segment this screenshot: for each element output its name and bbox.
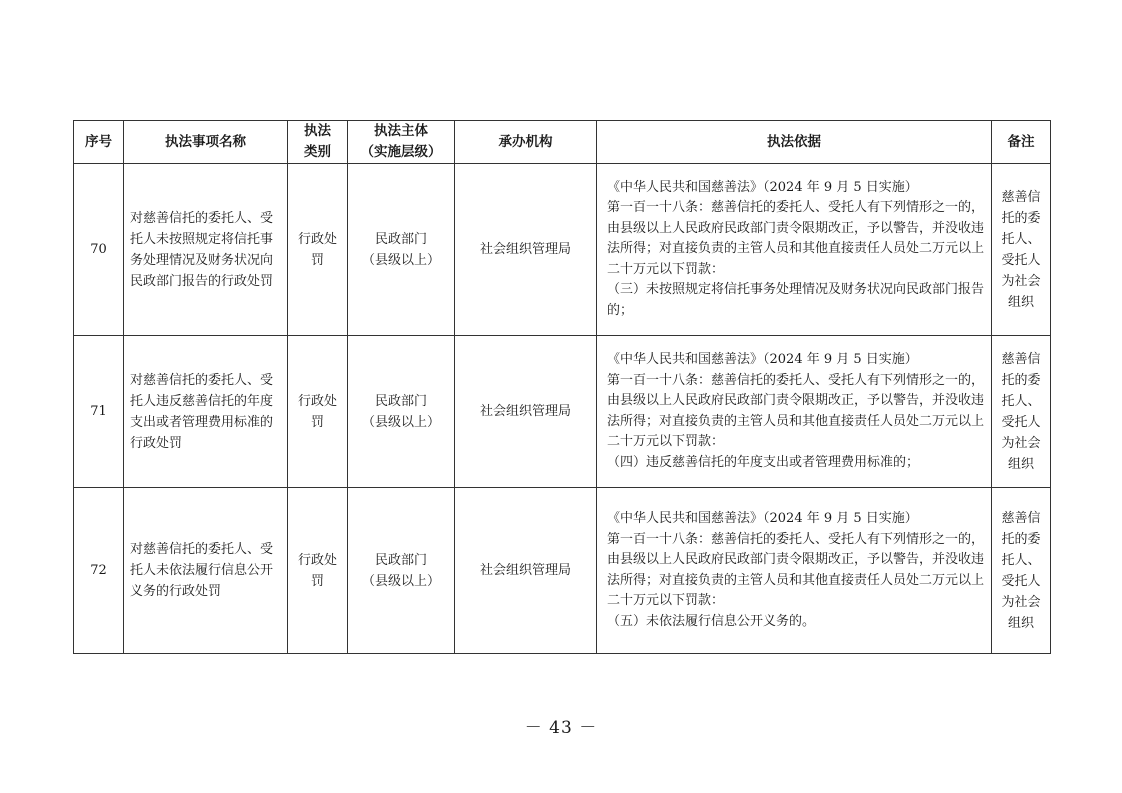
- row-subject: 民政部门 （县级以上）: [348, 164, 455, 336]
- row-subject: 民政部门 （县级以上）: [348, 488, 455, 654]
- row-basis: 《中华人民共和国慈善法》（2024 年 9 月 5 日实施） 第一百一十八条：慈善信托的委托人、受托人有下列情形之一的，由县级以上人民政府民政部门责令限期改正，予以警告，并没收违法所得；对直接负责的主管人员和其他直接责任人员处二万元以上二十万元以下罚款： （五）未依法履行信息公开义务的。: [597, 488, 992, 654]
- table-row: [74, 336, 1051, 488]
- row-org: 社会组织管理局: [455, 336, 597, 488]
- table-header-row: [74, 121, 1051, 164]
- row-basis: 《中华人民共和国慈善法》（2024 年 9 月 5 日实施） 第一百一十八条：慈善信托的委托人、受托人有下列情形之一的，由县级以上人民政府民政部门责令限期改正，予以警告，并没收违法所得；对直接负责的主管人员和其他直接责任人员处二万元以上二十万元以下罚款： （三）未按照规定将信托事务处理情况及财务状况向民政部门报告的；: [597, 164, 992, 336]
- header-seq: 序号: [74, 121, 124, 164]
- row-category: 行政处 罚: [288, 164, 348, 336]
- page-number: － 43 －: [524, 718, 598, 738]
- row-remark: 慈善信 托的委 托人、 受托人 为社会 组织: [992, 164, 1051, 336]
- row-seq: 72: [74, 488, 124, 654]
- row-item-name: 对慈善信托的委托人、受托人违反慈善信托的年度支出或者管理费用标准的行政处罚: [124, 336, 288, 488]
- table-row: [74, 164, 1051, 336]
- row-seq: 70: [74, 164, 124, 336]
- header-basis: 执法依据: [597, 121, 992, 164]
- row-category: 行政处 罚: [288, 336, 348, 488]
- header-org: 承办机构: [455, 121, 597, 164]
- row-basis: 《中华人民共和国慈善法》（2024 年 9 月 5 日实施） 第一百一十八条：慈善信托的委托人、受托人有下列情形之一的，由县级以上人民政府民政部门责令限期改正，予以警告，并没收违法所得；对直接负责的主管人员和其他直接责任人员处二万元以上二十万元以下罚款： （四）违反慈善信托的年度支出或者管理费用标准的；: [597, 336, 992, 488]
- header-remark: 备注: [992, 121, 1051, 164]
- row-subject: 民政部门 （县级以上）: [348, 336, 455, 488]
- row-remark: 慈善信 托的委 托人、 受托人 为社会 组织: [992, 488, 1051, 654]
- table-row: [74, 488, 1051, 654]
- row-item-name: 对慈善信托的委托人、受托人未依法履行信息公开义务的行政处罚: [124, 488, 288, 654]
- row-item-name: 对慈善信托的委托人、受托人未按照规定将信托事务处理情况及财务状况向民政部门报告的行政处罚: [124, 164, 288, 336]
- header-item-name: 执法事项名称: [124, 121, 288, 164]
- header-subject: 执法主体 （实施层级）: [348, 121, 455, 164]
- row-category: 行政处 罚: [288, 488, 348, 654]
- row-org: 社会组织管理局: [455, 488, 597, 654]
- row-remark: 慈善信 托的委 托人、 受托人 为社会 组织: [992, 336, 1051, 488]
- row-org: 社会组织管理局: [455, 164, 597, 336]
- enforcement-table: [73, 120, 1051, 654]
- header-category: 执法 类别: [288, 121, 348, 164]
- row-seq: 71: [74, 336, 124, 488]
